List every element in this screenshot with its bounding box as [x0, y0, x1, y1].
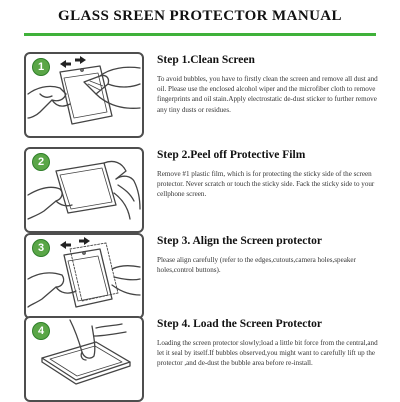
step-2-number-badge: 2 — [32, 153, 50, 171]
step-1-number-badge: 1 — [32, 58, 50, 76]
step-1-title: Step 1.Clean Screen — [157, 54, 255, 66]
step-4-body: Loading the screen protector slowly;load a little bit force from the central,and let it seal by itself.If bubbles observed,you might want to carefully lift up the protector ,and de-dust the bubble area before re-install. — [157, 339, 378, 368]
step-3-number-badge: 3 — [32, 239, 50, 257]
step-2-title: Step 2.Peel off Protective Film — [157, 149, 306, 161]
step-2 — [24, 147, 380, 233]
step-1-body: To avoid bubbles, you have to firstly clean the screen and remove all dust and oil. Please use the enclosed alcohol wiper and the microfiber cloth to remove fingerprints and oil stain.Apply electrostatic de-dust sticker to further remove any tiny dusts or residues. — [157, 75, 378, 114]
step-1 — [24, 52, 380, 138]
title-divider — [24, 33, 376, 36]
page-title: GLASS SREEN PROTECTOR MANUAL — [58, 8, 342, 24]
step-2-illustration — [24, 147, 144, 233]
step-4-number-badge: 4 — [32, 322, 50, 340]
step-1-illustration — [24, 52, 144, 138]
step-4-illustration — [24, 316, 144, 402]
step-3 — [24, 233, 380, 319]
step-4-title: Step 4. Load the Screen Protector — [157, 318, 323, 330]
step-2-body: Remove #1 plastic film, which is for protecting the sticky side of the screen protector. Never scratch or touch the sticky side. Fack the sticky side to your cellphone screen. — [157, 170, 375, 199]
step-3-title: Step 3. Align the Screen protector — [157, 235, 323, 247]
step-3-illustration — [24, 233, 144, 319]
step-3-body: Please align carefully (refer to the edges,cutouts,camera holes,speaker holes,control buttons). — [157, 256, 356, 275]
step-4 — [24, 316, 380, 402]
